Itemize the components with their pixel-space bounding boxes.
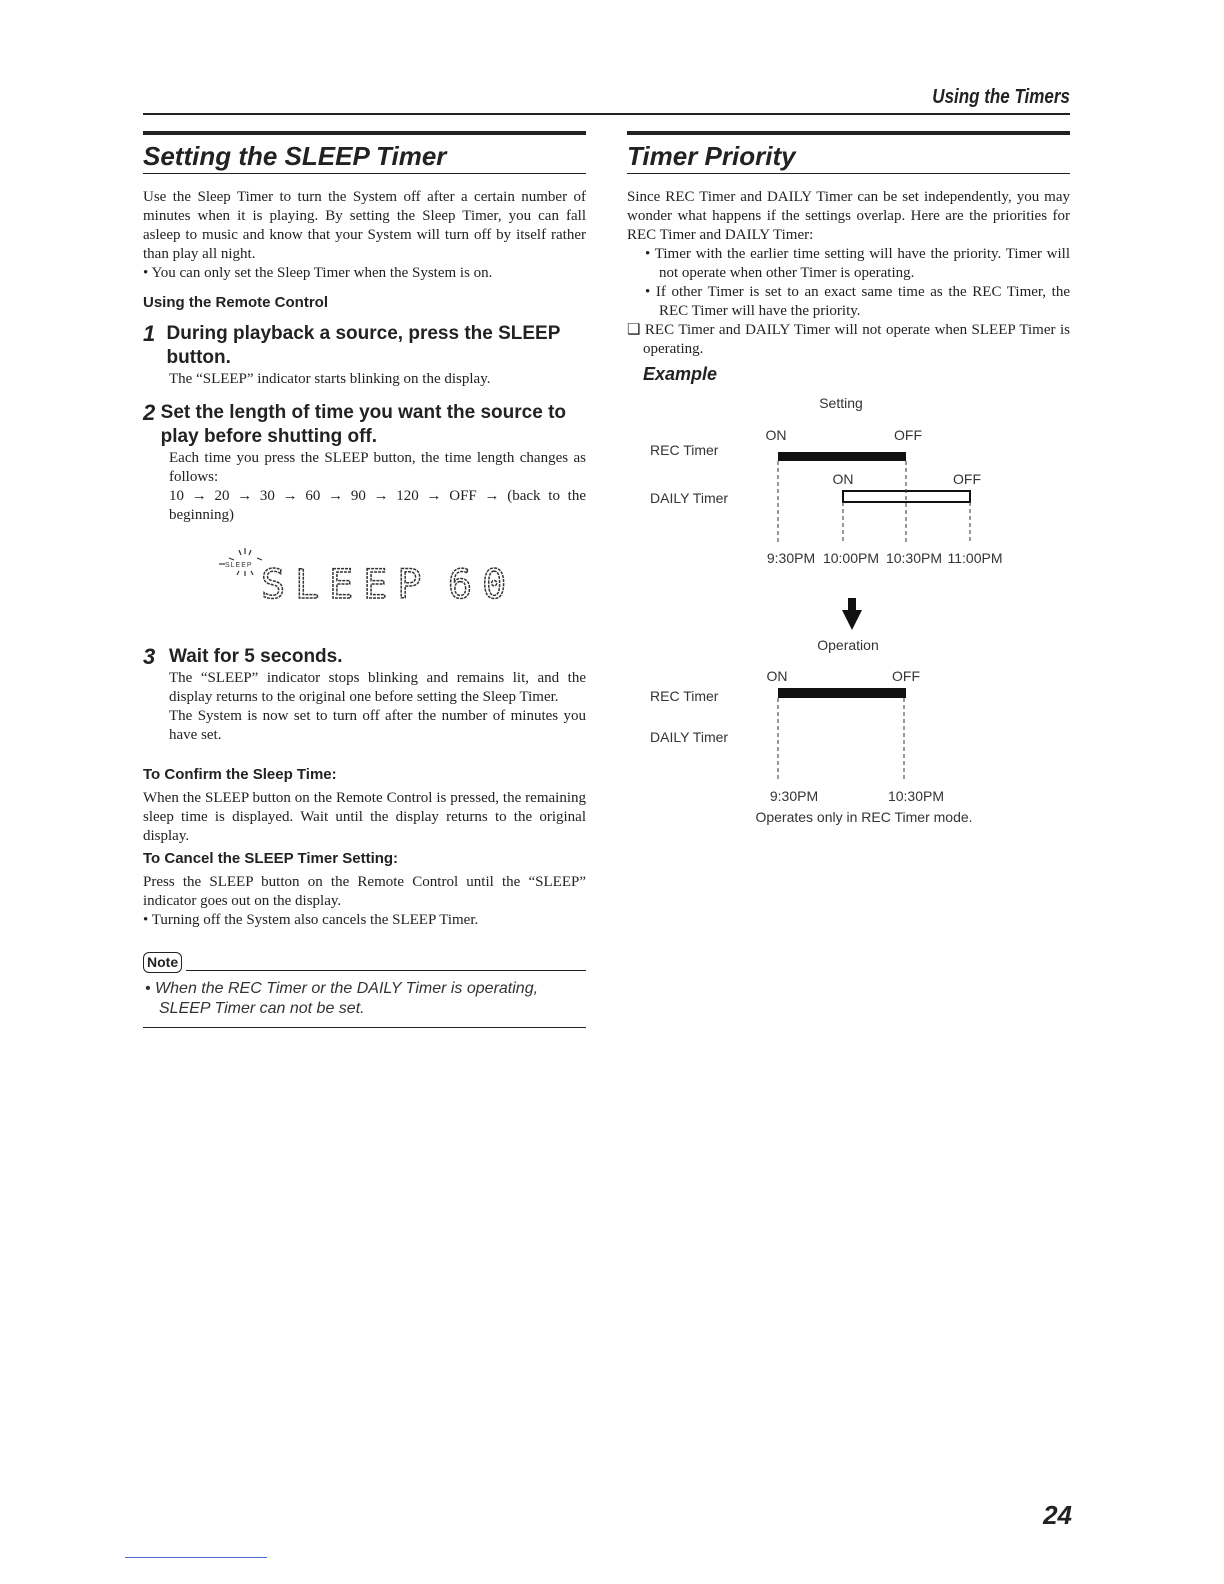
time-label: 10:00PM bbox=[822, 550, 880, 566]
step-1: 1 During playback a source, press the SLEEP button. bbox=[143, 321, 561, 368]
time-label: 10:30PM bbox=[887, 788, 945, 804]
bullet: • Timer with the earlier time setting will have the priority. Timer will not operate when other Timer is operating. bbox=[645, 246, 1070, 281]
down-arrow-icon bbox=[842, 598, 862, 630]
bullet: • You can only set the Sleep Timer when the System is on. bbox=[143, 265, 493, 281]
setting-label: Setting bbox=[819, 395, 863, 411]
op-off-label: OFF bbox=[892, 668, 920, 684]
section-title: Setting the SLEEP Timer bbox=[143, 141, 447, 171]
time-label: 9:30PM bbox=[769, 788, 819, 804]
daily-on-label: ON bbox=[832, 471, 854, 487]
section-title: Timer Priority bbox=[627, 141, 796, 171]
step-3-body-2: The System is now set to turn off after the number of minutes you have set. bbox=[169, 708, 586, 743]
rec-off-label: OFF bbox=[894, 427, 922, 443]
check-note: ❑ REC Timer and DAILY Timer will not operate when SLEEP Timer is operating. bbox=[627, 322, 1070, 357]
step-3-body: The “SLEEP” indicator stops blinking and remains lit, and the display returns to the original one before setting the Sleep Timer. bbox=[169, 670, 586, 705]
footer-line bbox=[125, 1557, 267, 1558]
bullet: • Turning off the System also cancels the SLEEP Timer. bbox=[143, 912, 479, 928]
lcd-value: 60 bbox=[448, 562, 517, 608]
time-label: 10:30PM bbox=[885, 550, 943, 566]
lcd-text: SLEEP bbox=[261, 562, 432, 608]
step-2: 2 Set the length of time you want the source to play before shutting off. bbox=[143, 400, 567, 447]
rec-on-label: ON bbox=[765, 427, 787, 443]
step-2-sequence: 10 → 20 → 30 → 60 → 90 → 120 → OFF → (back to the beginning) bbox=[169, 488, 586, 523]
note-text: • When the REC Timer or the DAILY Timer is operating, SLEEP Timer can not be set. bbox=[145, 980, 539, 1017]
subheading: To Confirm the Sleep Time: bbox=[143, 766, 337, 783]
rec-timer-label: REC Timer bbox=[650, 688, 719, 704]
operation-label: Operation bbox=[817, 637, 879, 653]
diagram-caption: Operates only in REC Timer mode. bbox=[755, 809, 973, 825]
running-header: Using the Timers bbox=[932, 86, 1070, 108]
rec-timer-bar bbox=[778, 452, 906, 461]
rec-timer-label: REC Timer bbox=[650, 442, 719, 458]
subheading: Using the Remote Control bbox=[143, 294, 329, 311]
bullet: • If other Timer is set to an exact same time as the REC Timer, the REC Timer will have the priority. bbox=[645, 284, 1070, 319]
daily-off-label: OFF bbox=[953, 471, 981, 487]
time-label: 9:30PM bbox=[766, 550, 816, 566]
cancel-text: Press the SLEEP button on the Remote Control until the “SLEEP” indicator goes out on the display. bbox=[143, 874, 586, 909]
example-label: Example bbox=[643, 364, 718, 384]
rec-operation-bar bbox=[778, 688, 906, 698]
intro-text: Since REC Timer and DAILY Timer can be set independently, you may wonder what happens if the settings overlap. Here are the priorities for REC Timer and DAILY Timer: bbox=[627, 189, 1070, 243]
page-number: 24 bbox=[1043, 1500, 1072, 1530]
step-3: 3 Wait for 5 seconds. bbox=[143, 644, 343, 669]
daily-timer-label: DAILY Timer bbox=[650, 729, 729, 745]
step-2-body: Each time you press the SLEEP button, the time length changes as follows: bbox=[169, 450, 586, 485]
note-icon: Note bbox=[143, 952, 182, 973]
intro-text: Use the Sleep Timer to turn the System off after a certain number of minutes when it is playing. By setting the Sleep Timer, you can fall asleep to music and know that your System will turn off by itself rather than play all night. bbox=[143, 189, 586, 262]
daily-timer-label: DAILY Timer bbox=[650, 490, 729, 506]
step-1-body: The “SLEEP” indicator starts blinking on the display. bbox=[169, 371, 491, 387]
time-label: 11:00PM bbox=[947, 550, 1003, 566]
sleep-indicator: SLEEP bbox=[225, 562, 253, 569]
confirm-text: When the SLEEP button on the Remote Control is pressed, the remaining sleep time is displayed. Wait until the display returns to the original display. bbox=[143, 790, 586, 844]
op-on-label: ON bbox=[766, 668, 788, 684]
subheading: To Cancel the SLEEP Timer Setting: bbox=[143, 850, 399, 867]
